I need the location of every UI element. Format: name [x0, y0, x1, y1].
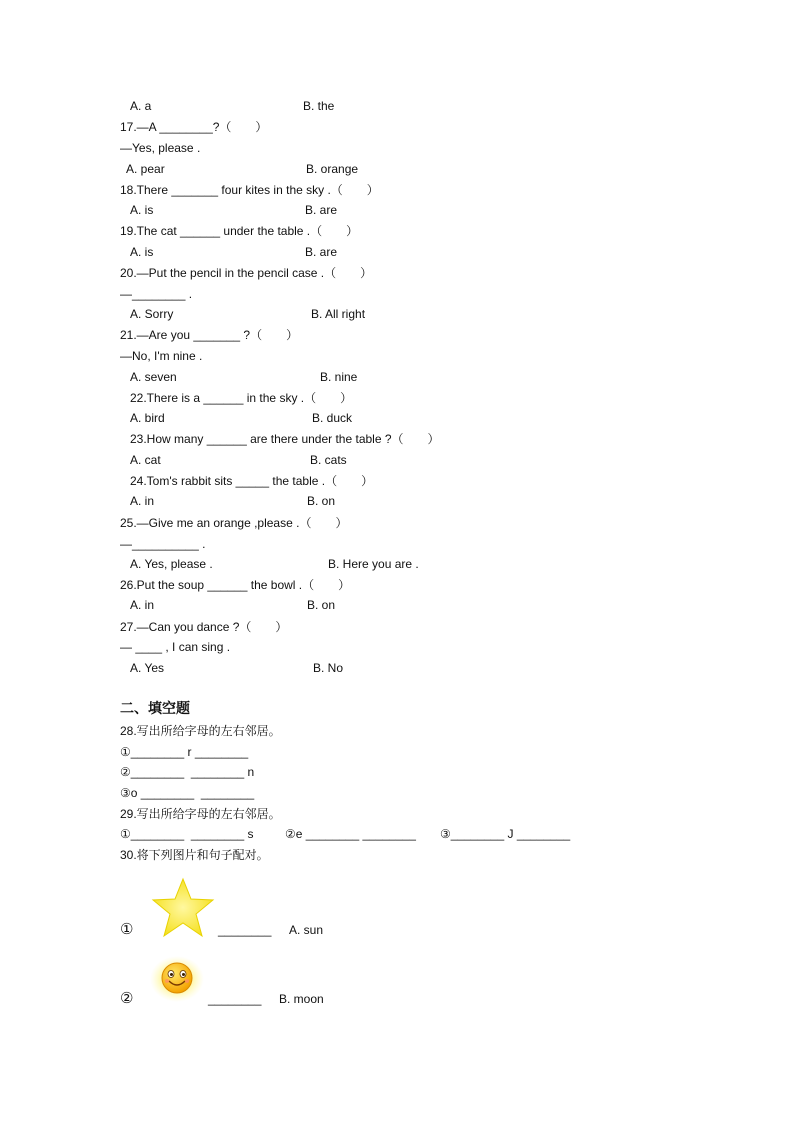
q29-part-2: ②e ________ ________	[285, 827, 416, 841]
q17-option-a: A. pear	[126, 162, 165, 176]
q29-part-3: ③________ J ________	[440, 827, 571, 841]
q24-option-a: A. in	[130, 494, 155, 508]
q18-option-b: B. are	[305, 203, 338, 217]
q26-option-a: A. in	[130, 598, 155, 612]
q29-part-1: ①________ ________ s	[120, 827, 254, 841]
q23-option-a: A. cat	[130, 453, 161, 467]
q24-stem: 24.Tom's rabbit sits _____ the table .（ ）	[130, 474, 374, 488]
q23-option-b: B. cats	[310, 453, 347, 467]
q30-stem: 30.将下列图片和句子配对。	[120, 848, 269, 862]
q19-option-b: B. are	[305, 245, 338, 259]
q17-reply: —Yes, please .	[120, 141, 201, 155]
q30-row-2-blank: ________	[208, 992, 262, 1006]
q20-option-a: A. Sorry	[130, 307, 174, 321]
q21-option-a: A. seven	[130, 370, 177, 384]
q30-row-1-number: ①	[120, 921, 134, 938]
q19-option-a: A. is	[130, 245, 154, 259]
q22-stem: 22.There is a ______ in the sky .（ ）	[130, 391, 353, 405]
star-image	[150, 876, 216, 940]
q20-reply: —________ .	[120, 287, 193, 301]
q27-option-a: A. Yes	[130, 661, 165, 675]
q28-line-3: ③o ________ ________	[120, 786, 255, 800]
q22-option-b: B. duck	[312, 411, 353, 425]
q16-option-a: A. a	[130, 99, 152, 113]
q30-row-2-number: ②	[120, 990, 134, 1007]
section-heading: 二、填空题	[120, 700, 190, 716]
q23-stem: 23.How many ______ are there under the table ?（ ）	[130, 432, 440, 446]
q25-option-b: B. Here you are .	[328, 557, 419, 571]
q26-option-b: B. on	[307, 598, 336, 612]
q21-option-b: B. nine	[320, 370, 358, 384]
q30-option-a: A. sun	[289, 923, 324, 937]
q27-option-b: B. No	[313, 661, 344, 675]
q21-reply: —No, I'm nine .	[120, 349, 203, 363]
q19-stem: 19.The cat ______ under the table .（ ）	[120, 224, 359, 238]
q28-line-1: ①________ r ________	[120, 745, 249, 759]
q24-option-b: B. on	[307, 494, 336, 508]
q18-stem: 18.There _______ four kites in the sky .（ ）	[120, 183, 379, 197]
smiling-sun-image	[150, 956, 204, 1002]
q25-option-a: A. Yes, please .	[130, 557, 213, 571]
q21-stem: 21.—Are you _______ ?（ ）	[120, 328, 299, 342]
q22-option-a: A. bird	[130, 411, 165, 425]
q16-option-b: B. the	[303, 99, 335, 113]
q30-option-b: B. moon	[279, 992, 324, 1006]
q20-stem: 20.—Put the pencil in the pencil case .（ ）	[120, 266, 373, 280]
q29-stem: 29.写出所给字母的左右邻居。	[120, 807, 281, 821]
q18-option-a: A. is	[130, 203, 154, 217]
q30-row-1-blank: ________	[218, 923, 272, 937]
q28-stem: 28.写出所给字母的左右邻居。	[120, 724, 281, 738]
q26-stem: 26.Put the soup ______ the bowl .（ ）	[120, 578, 351, 592]
q20-option-b: B. All right	[311, 307, 366, 321]
q28-line-2: ②________ ________ n	[120, 765, 255, 779]
q27-stem: 27.—Can you dance ?（ ）	[120, 620, 288, 634]
q27-reply: — ____ , I can sing .	[120, 640, 231, 654]
q25-stem: 25.—Give me an orange ,please .（ ）	[120, 516, 348, 530]
q25-reply: —__________ .	[120, 537, 206, 551]
q17-option-b: B. orange	[306, 162, 359, 176]
q17-stem: 17.—A ________?（ ）	[120, 120, 268, 134]
